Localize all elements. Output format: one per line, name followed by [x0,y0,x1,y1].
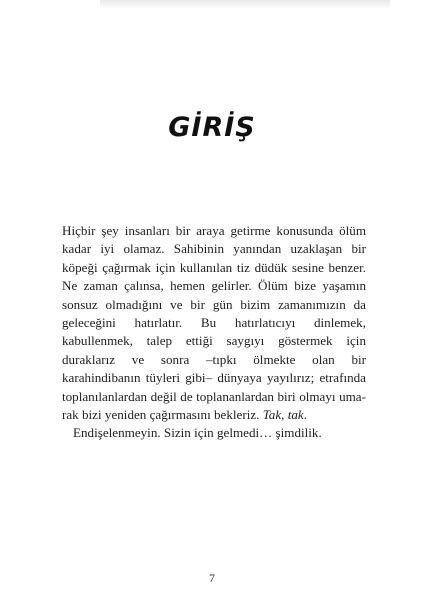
scan-edge-shadow [100,0,390,9]
paragraph-1-emphasis: Tak, tak [262,407,304,423]
page-number: 7 [209,571,215,585]
paragraph-1 [62,222,366,424]
paragraph-1-end: . [303,407,307,423]
paragraph-2: Endişelenmeyin. Sizin için gelmedi… şimdilik. [73,425,322,441]
body-text [62,222,366,443]
chapter-title: GİRİŞ [168,112,256,143]
paragraph-1-text: Hiçbir şey insanları bir araya getirme konusunda ölüm kadar iyi olamaz. Sahibinin yanından uzaklaşan bir köpeği çağırmak için kullanılan tiz düdük sesine benzer. Ne zaman çalınsa, hemen gelirler. Ölüm bize yaşamın sonsuz olmadığını ve bir gün bizim zamanımızın da geleceğini hatırlatır. Bu hatırlatıcıyı dinlemek, kabullenmek, talep ettiği saygıyı göstermek için duraklarız ve sonra –tıpkı ölmekte olan bir karahindibanın tüyleri gibi– dünyaya yayılırız; etrafında toplanılanlardan değil de toplananlardan biri olmayı umarak bizi yeniden çağırmasını bekleriz. [62,223,366,423]
